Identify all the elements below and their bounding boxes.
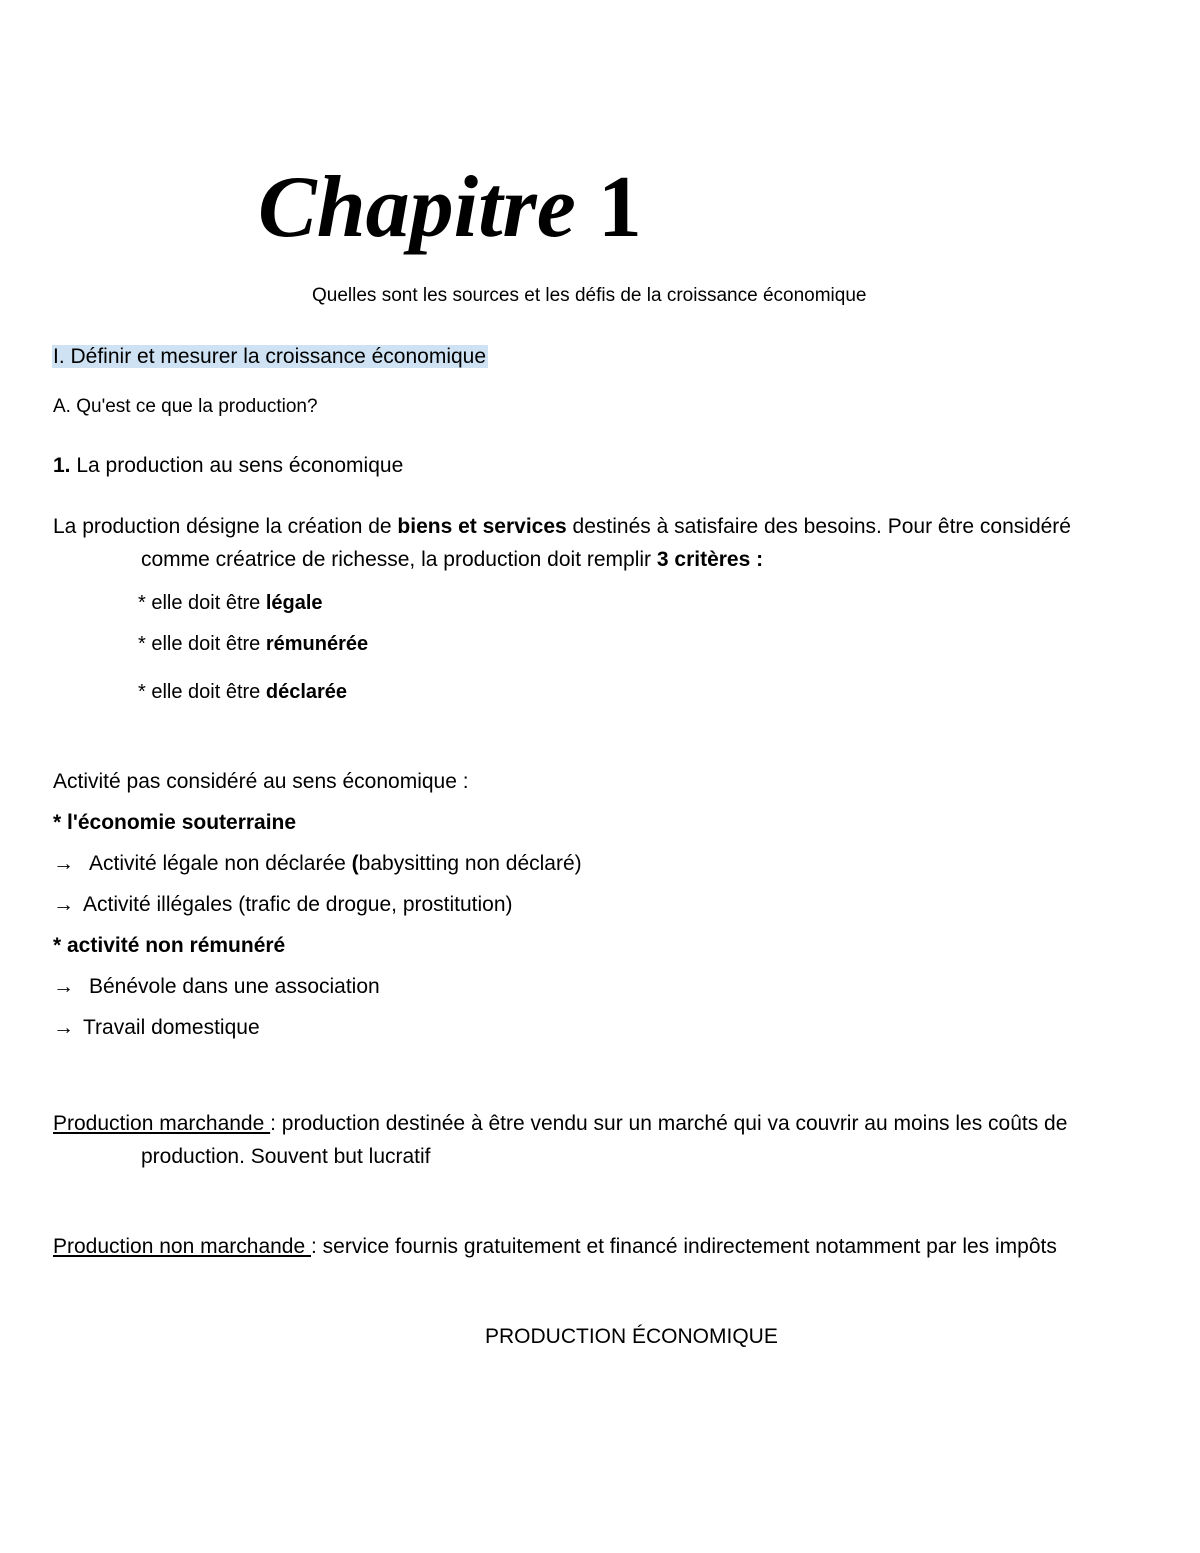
criterion-item bbox=[138, 631, 368, 657]
group-title-text: * l'économie souterraine bbox=[53, 811, 297, 834]
list-item bbox=[53, 1015, 260, 1041]
non-economic-intro: Activité pas considéré au sens économique : bbox=[53, 770, 469, 793]
chapter-title-word: Chapitre bbox=[258, 159, 576, 256]
group-title-text: * activité non rémunéré bbox=[53, 934, 286, 957]
criterion-keyword: rémunérée bbox=[265, 633, 369, 655]
point-text: La production au sens économique bbox=[70, 454, 404, 477]
definition-text-2: destinés à satisfaire des besoins. Pour être considéré bbox=[566, 515, 1071, 538]
arrow-right-icon: → bbox=[53, 1016, 74, 1039]
arrow-right-icon: → bbox=[53, 975, 74, 998]
criterion-prefix: * elle doit être bbox=[138, 681, 266, 703]
point-number: 1. bbox=[53, 454, 71, 477]
market-production-term: Production marchande bbox=[53, 1112, 271, 1135]
production-economique-heading: PRODUCTION ÉCONOMIQUE bbox=[485, 1325, 778, 1348]
market-production-text: : production destinée à être vendu sur un marché qui va couvrir au moins les coûts de bbox=[270, 1112, 1068, 1135]
non-market-production-term: Production non marchande bbox=[53, 1235, 311, 1258]
underground-economy-title bbox=[53, 810, 296, 836]
list-item-text-end: babysitting non déclaré) bbox=[358, 852, 582, 875]
list-item-text: Bénévole dans une association bbox=[89, 975, 380, 998]
criterion-item bbox=[138, 590, 323, 616]
point-heading bbox=[53, 453, 403, 479]
definition-text-3: comme créatrice de richesse, la production doit remplir bbox=[141, 548, 657, 571]
criterion-prefix: * elle doit être bbox=[138, 633, 266, 655]
list-item bbox=[53, 851, 582, 877]
criterion-item bbox=[138, 679, 347, 705]
definition-bold-1: biens et services bbox=[397, 515, 567, 538]
arrow-right-icon: → bbox=[53, 893, 74, 916]
non-market-production-definition bbox=[53, 1234, 1057, 1260]
list-item bbox=[53, 892, 513, 918]
list-item-text: Travail domestique bbox=[83, 1016, 260, 1039]
criterion-keyword: déclarée bbox=[265, 681, 348, 703]
chapter-title-number: 1 bbox=[597, 159, 642, 256]
list-item-text: Activité illégales (trafic de drogue, prostitution) bbox=[83, 893, 513, 916]
arrow-right-icon: → bbox=[53, 852, 74, 875]
unpaid-activity-title bbox=[53, 933, 285, 959]
list-item bbox=[53, 974, 380, 1000]
definition-bold-2: 3 critères : bbox=[656, 548, 764, 571]
market-production-definition-cont: production. Souvent but lucratif bbox=[141, 1145, 431, 1168]
definition-line-1 bbox=[53, 514, 1071, 540]
chapter-subtitle: Quelles sont les sources et les défis de la croissance économique bbox=[312, 285, 867, 306]
criterion-prefix: * elle doit être bbox=[138, 592, 266, 614]
section-heading-text: I. Définir et mesurer la croissance économique bbox=[53, 345, 487, 368]
chapter-title bbox=[258, 158, 642, 258]
criterion-keyword: légale bbox=[265, 592, 323, 614]
definition-line-2 bbox=[141, 547, 763, 573]
list-item-bold: ( bbox=[351, 852, 359, 875]
section-heading bbox=[53, 344, 488, 370]
list-item-text: Activité légale non déclarée bbox=[89, 852, 352, 875]
market-production-definition bbox=[53, 1111, 1067, 1137]
subsection-heading: A. Qu'est ce que la production? bbox=[53, 396, 318, 417]
non-market-production-text: : service fournis gratuitement et financé indirectement notamment par les impôts bbox=[311, 1235, 1057, 1258]
definition-text-1: La production désigne la création de bbox=[53, 515, 398, 538]
